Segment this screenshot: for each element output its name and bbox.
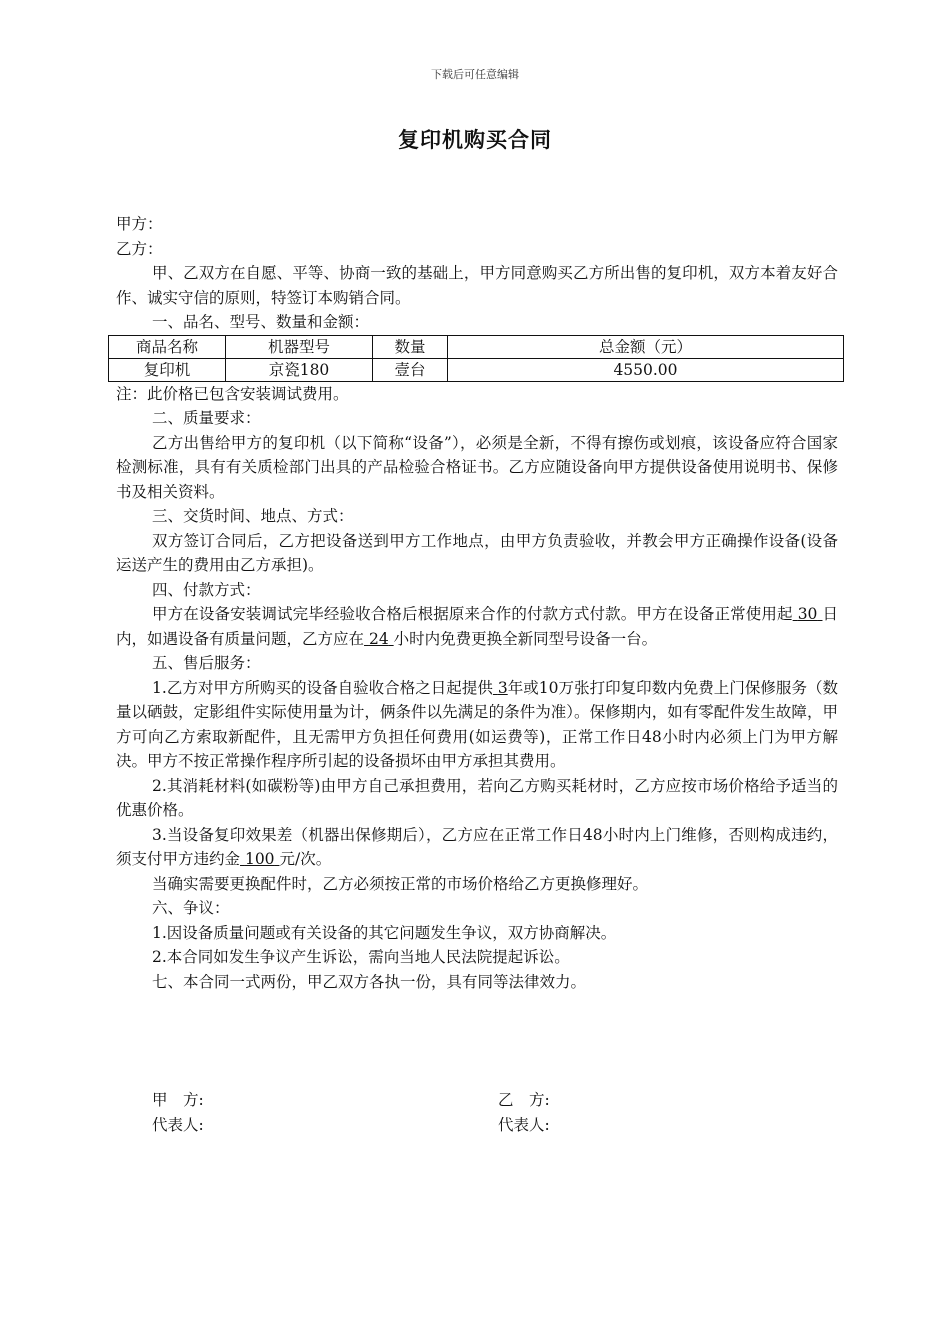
- table-cell: 京瓷180: [226, 358, 373, 381]
- section2-heading: 二、质量要求：: [152, 409, 261, 427]
- warranty-years-number: 3: [497, 678, 508, 697]
- section6-item1: 1.因设备质量问题或有关设备的其它问题发生争议，双方协商解决。: [152, 923, 617, 942]
- section5-item4: 当确实需要更换配件时，乙方必须按正常的市场价格给乙方更换修理好。: [152, 874, 649, 893]
- party-a-line: 甲方：: [116, 215, 163, 233]
- table-row: [109, 358, 844, 381]
- intro-paragraph: 甲、乙双方在自愿、平等、协商一致的基础上，甲方同意购买乙方所出售的复印机，双方本着友好合作、诚实守信的原则，特签订本购销合同。: [116, 264, 838, 307]
- page-header-note: 下载后可任意编辑: [431, 68, 519, 81]
- section5-item3-before: 3.当设备复印效果差（机器出保修期后），乙方应在正常工作日48小时内上门维修，否则构成违约，须支付甲方违约金: [116, 825, 838, 868]
- section5-item3: [116, 823, 838, 872]
- party-b-representative-label: 代表人:: [498, 1115, 550, 1134]
- party-b-line: 乙方：: [116, 239, 163, 258]
- table-header-cell: 总金额（元）: [448, 335, 844, 358]
- signature-row-representative: [152, 1113, 792, 1138]
- section2-paragraph: 乙方出售给甲方的复印机（以下简称“设备”），必须是全新，不得有擦伤或划痕，该设备应符合国家检测标准，具有有关质检部门出具的产品检验合格证书。乙方应随设备向甲方提供设备使用说明书、保修书及相关资料。: [116, 433, 838, 501]
- table-header-cell: 数量: [373, 335, 448, 358]
- section4-paragraph: [116, 602, 838, 651]
- section6-heading: 六、争议：: [152, 899, 230, 917]
- section5-item1: [116, 676, 838, 774]
- table-cell: 壹台: [373, 358, 448, 381]
- table-cell: 复印机: [109, 358, 226, 381]
- section5-item2: 2.其消耗材料(如碳粉等)由甲方自己承担费用，若向乙方购买耗材时，乙方应按市场价格给予适当的优惠价格。: [116, 776, 838, 819]
- penalty-amount-number: 100: [244, 850, 275, 868]
- section1-heading: 一、品名、型号、数量和金额：: [152, 313, 370, 331]
- replacement-hours-value: [364, 630, 394, 648]
- table-header-row: [109, 335, 844, 358]
- section5-heading: 五、售后服务：: [152, 654, 261, 672]
- signature-row-party: [152, 1088, 792, 1113]
- section4-text-before: 甲方在设备安装调试完毕经验收合格后根据原来合作的付款方式付款。甲方在设备正常使用起: [152, 605, 793, 623]
- price-note: 注：此价格已包含安装调试费用。: [116, 384, 349, 403]
- document-title: 复印机购买合同: [398, 127, 552, 152]
- section5-item1-before: 1.乙方对甲方所购买的设备自验收合格之日起提供: [152, 678, 493, 697]
- section4-heading: 四、付款方式：: [152, 580, 261, 599]
- party-b-signature-label: 乙 方:: [498, 1091, 550, 1109]
- penalty-amount-value: [240, 850, 279, 868]
- table-cell: 4550.00: [448, 358, 844, 381]
- section4-text-after: 小时内免费更换全新同型号设备一台。: [393, 629, 658, 648]
- party-a-signature-label: 甲 方:: [152, 1091, 204, 1109]
- party-a-representative-label: 代表人:: [152, 1115, 204, 1134]
- payment-days-number: 30: [797, 605, 818, 623]
- contract-body: [116, 212, 838, 994]
- section3-heading: 三、交货时间、地点、方式：: [152, 507, 354, 525]
- replacement-hours-number: 24: [368, 629, 389, 648]
- section7-text: 七、本合同一式两份，甲乙双方各执一份，具有同等法律效力。: [152, 972, 587, 991]
- payment-days-value: [793, 605, 823, 623]
- section5-item3-after: 元/次。: [279, 850, 332, 868]
- table-header-cell: 商品名称: [109, 335, 226, 358]
- signature-block: [152, 1088, 792, 1137]
- section5-item1-after: 年或10万张打印复印数内免费上门保修服务（数量以硒鼓，定影组件实际使用量为计，俩条件以先满足的条件为准）。保修期内，如有零配件发生故障，甲方可向乙方索取新配件，且无需甲方负担任何费用(如运费等)，正常工作日48小时内必须上门为甲方解决。甲方不按正常操作程序所引起的设备损坏由甲方承担其费用。: [116, 678, 838, 770]
- section4-text-middle: 日内，如遇设备有质量问题，乙方应在: [116, 605, 838, 648]
- items-table: [108, 335, 844, 382]
- section3-paragraph: 双方签订合同后，乙方把设备送到甲方工作地点，由甲方负责验收，并教会甲方正确操作设备(设备运送产生的费用由乙方承担)。: [116, 531, 838, 574]
- section6-item2: 2.本合同如发生争议产生诉讼，需向当地人民法院提起诉讼。: [152, 948, 570, 966]
- warranty-years-value: [493, 679, 508, 697]
- table-header-cell: 机器型号: [226, 335, 373, 358]
